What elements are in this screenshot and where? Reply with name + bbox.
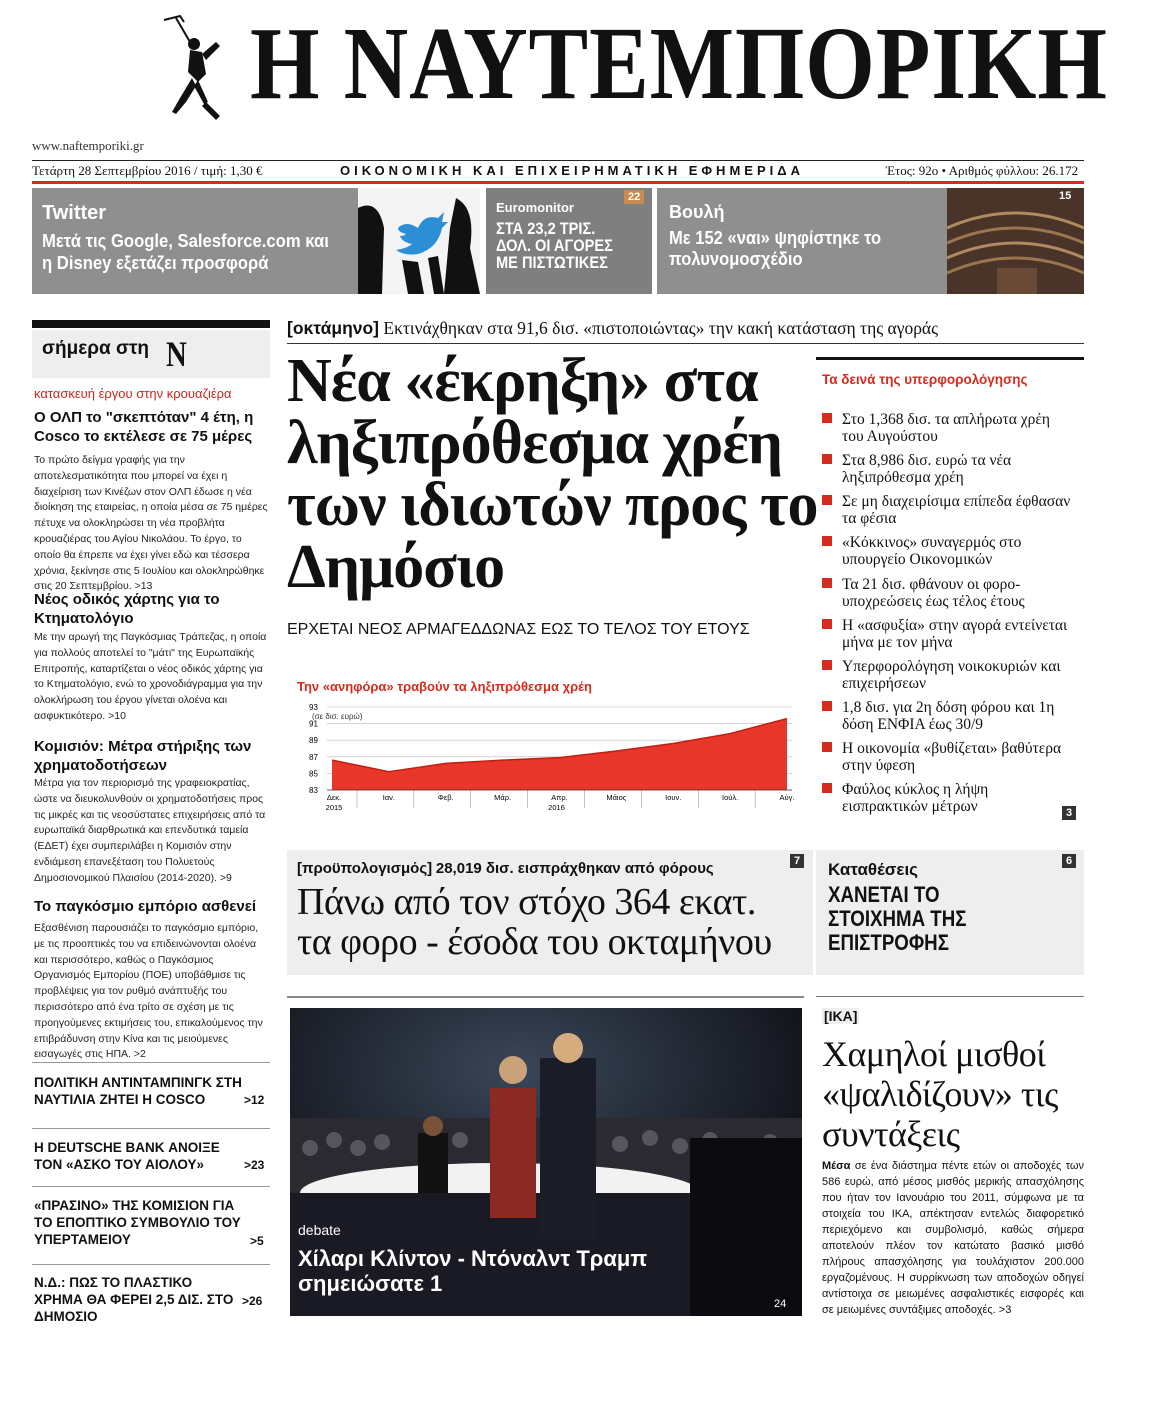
issue-number: Έτος: 92ο • Αριθμός φύλλου: 26.172 <box>886 163 1079 178</box>
left-story-headline[interactable]: Κομισιόν: Μέτρα στήριξης των χρηματοδοτήσεων <box>34 738 252 774</box>
deposits-headline[interactable]: ΧΑΝΕΤΑΙ ΤΟ ΣΤΟΙΧΗΜΑ ΤΗΣ ΕΠΙΣΤΡΟΦΗΣ <box>828 882 967 955</box>
chart-ytick-label: 87 <box>309 752 318 762</box>
budget-kicker <box>297 860 714 878</box>
parliament-photo <box>947 188 1084 294</box>
right-list-item[interactable]: Στα 8,986 δισ. ευρώ τα νέα ληξιπρόθεσμα χρέη <box>822 452 1082 486</box>
newspaper-logo[interactable]: Η ΝΑΥΤΕΜΠΟΡΙΚΗ <box>250 6 1108 121</box>
chart-title: Την «ανηφόρα» τραβούν τα ληξιπρόθεσμα χρέη <box>297 679 592 694</box>
budget-kicker-text: 28,019 δισ. εισπράχθηκαν από φόρους <box>435 860 714 877</box>
chart-year-label: 2016 <box>548 803 565 812</box>
red-bullet-icon <box>822 578 832 588</box>
left-story-body: Μέτρα για τον περιορισμό της γραφειοκρατίας, ώστε να διευκολυνθούν οι χρηματοδοτήσεις προς τις μικρές και τις νεοσύστατες επιχειρήσεις από τα ευρωπαϊκά διαρθρωτικά και επενδυτικά ταμεία (ΕΔΕΤ) έχει συμπεριλάβει η Κομισιόν στην ενδιάμεση επανεξέταση του Πολυετούς Δημοσιονομικού Πλαισίου (2014-2020). >9 <box>34 777 266 884</box>
today-label: σήμερα στη <box>42 338 150 359</box>
brief-item[interactable]: «ΠΡΑΣΙΝΟ» ΤΗΣ ΚΟΜΙΣΙΟΝ ΓΙΑ ΤΟ ΕΠΟΠΤΙΚΟ ΣΥΜΒΟΥΛΙΟ ΤΟΥ ΥΠΕΡΤΑΜΕΙΟΥ <box>34 1198 241 1247</box>
today-n-logo: Ν <box>166 334 187 374</box>
lead-kicker-text: Εκτινάχθηκαν στα 91,6 δισ. «πιστοποιώντας» την κακή κατάσταση της αγοράς <box>383 318 939 338</box>
chart-xtick-label: Ιούλ. <box>722 793 739 802</box>
chart-ytick-label: 85 <box>309 769 318 779</box>
hermes-logo-figure <box>150 12 230 130</box>
promo-title: Euromonitor <box>496 200 574 215</box>
brief-divider <box>32 1062 270 1063</box>
chart-area-series <box>332 719 787 790</box>
page-ref-badge: 6 <box>1062 854 1076 868</box>
lead-tag: [οκτάμηνο] <box>287 318 380 338</box>
brief-divider <box>32 1186 270 1187</box>
brief-page-ref: >5 <box>250 1234 264 1248</box>
chart-xtick-label: Μάρ. <box>494 793 512 802</box>
left-story-headline[interactable]: Το παγκόσμιο εμπόριο ασθενεί <box>34 898 257 915</box>
chart-xtick-label: Ιουν. <box>665 793 682 802</box>
red-bullet-icon <box>822 701 832 711</box>
ika-tag: [ΙΚΑ] <box>824 1008 858 1024</box>
left-column-topbar <box>32 320 270 328</box>
right-list-item[interactable]: Υπερφορολόγηση νοικοκυριών και επιχειρήσεων <box>822 658 1082 692</box>
right-list-title: Τα δεινά της υπερφορολόγησης <box>822 372 1028 387</box>
chart-xtick-label: Ιαν. <box>382 793 396 802</box>
right-list-item[interactable]: Η οικονομία «βυθίζεται» βαθύτερα στην ύφεση <box>822 740 1082 774</box>
right-list-item[interactable]: Τα 21 δισ. φθάνουν οι φορο-υποχρεώσεις έως τέλος έτους <box>822 576 1082 610</box>
ika-rule <box>816 996 1084 997</box>
lead-headline[interactable]: Νέα «έκρηξη» στα ληξιπρόθεσμα χρέη των ιδιωτών προς το Δημόσιο <box>287 347 818 601</box>
red-bullet-icon <box>822 619 832 629</box>
lead-rule <box>287 343 1084 344</box>
right-list-bar <box>816 357 1084 360</box>
left-kicker: κατασκευή έργου στην κρουαζιέρα <box>34 386 232 401</box>
chart-xtick-label: Απρ. <box>551 793 568 802</box>
page-ref-badge: 7 <box>790 854 804 868</box>
chart-xtick-label: Φεβ. <box>437 793 454 802</box>
promo-twitter[interactable] <box>32 188 480 294</box>
left-story-headline[interactable]: Νέος οδικός χάρτης για το Κτηματολόγιο <box>34 591 220 627</box>
chart-ytick-label: 83 <box>309 786 318 795</box>
promo-euromonitor[interactable] <box>486 188 652 294</box>
photo-caption[interactable]: Χίλαρι Κλίντον - Ντόναλντ Τραμπ σημειώσατε 1 <box>298 1246 648 1296</box>
right-list-item[interactable]: Η «ασφυξία» στην αγορά εντείνεται μήνα με τον μήνα <box>822 617 1082 651</box>
promo-text: Με 152 «ναι» ψηφίστηκε το πολυνομοσχέδιο <box>669 228 882 269</box>
right-list-item[interactable]: Σε μη διαχειρίσιμα επίπεδα έφθασαν τα φέσια <box>822 493 1082 527</box>
left-story-body: Με την αρωγή της Παγκόσμιας Τράπεζας, η οποία για πολλούς αποτελεί το "μάτι" της Ευρωπαϊκής Επιτροπής, καταρτίζεται ο νέος οδικός χάρτης για το Κτηματολόγιο, ενώ το χρονοδιάγραμμα για την ολοκλήρωση του έργου γίνεται ολοένα και ασφυκτικότερο. >10 <box>34 631 267 722</box>
lead-subhead: ΕΡΧΕΤΑΙ ΝΕΟΣ ΑΡΜΑΓΕΔΔΩΝΑΣ ΕΩΣ ΤΟ ΤΕΛΟΣ ΤΟΥ ΕΤΟΥΣ <box>287 621 750 638</box>
ika-body <box>822 1158 1084 1318</box>
red-bullet-icon <box>822 742 832 752</box>
budget-headline[interactable]: Πάνω από τον στόχο 364 εκατ. τα φορο - έσοδα του οκταμήνου <box>297 881 772 963</box>
chart-ylabel: (σε δισ. ευρώ) <box>312 712 363 721</box>
brief-item[interactable]: Ν.Δ.: ΠΩΣ ΤΟ ΠΛΑΣΤΙΚΟ ΧΡΗΜΑ ΘΑ ΦΕΡΕΙ 2,5 ΔΙΣ. ΣΤΟ ΔΗΜΟΣΙΟ <box>34 1275 234 1324</box>
right-list-item[interactable]: Στο 1,368 δισ. τα απλήρωτα χρέη του Αυγούστου <box>822 411 1082 445</box>
promo-title: Twitter <box>42 202 107 224</box>
masthead-red-rule <box>32 181 1084 184</box>
right-list-item[interactable]: 1,8 δισ. για 2η δόση φόρου και 1η δόση ΕΝΦΙΑ έως 30/9 <box>822 699 1082 733</box>
left-story-body: Εξασθένιση παρουσιάζει το παγκόσμιο εμπόριο, με τις προοπτικές του να επιδεινώνονται ολοένα και περισσότερο, καθώς ο Παγκόσμιος Οργανισμός Εμπορίου (ΠΟΕ) υποβάθμισε τις προβλέψεις για τον ρυθμό ανάπτυξής του περισσότερο από ένα τρίτο σε σχέση με τις προηγούμενες εκτιμήσεις του, επικαλούμενος την επιβράδυνση στην Κίνα και τις μειούμενες εισαγωγές στις ΗΠΑ. >2 <box>34 922 263 1061</box>
right-list-item[interactable]: «Κόκκινος» συναγερμός στο υπουργείο Οικονομικών <box>822 534 1082 568</box>
right-list-item[interactable]: Φαύλος κύκλος η λήψη εισπρακτικών μέτρων <box>822 781 1082 815</box>
brief-item[interactable]: ΠΟΛΙΤΙΚΗ ΑΝΤΙΝΤΑΜΠΙΝΓΚ ΣΤΗ ΝΑΥΤΙΛΙΑ ΖΗΤΕΙ Η COSCO <box>34 1075 242 1107</box>
ika-headline[interactable]: Χαμηλοί μισθοί «ψαλιδίζουν» τις συντάξεις <box>822 1034 1058 1154</box>
twitter-bird-icon <box>358 188 480 294</box>
brief-page-ref: >23 <box>244 1158 265 1172</box>
red-bullet-icon <box>822 783 832 793</box>
deposits-kicker: Καταθέσεις <box>828 860 919 879</box>
budget-tag: [προϋπολογισμός] <box>297 860 433 877</box>
chart-ytick-label: 93 <box>309 703 318 712</box>
photo-rule <box>287 996 804 998</box>
ika-body-text: σε ένα διάστημα πέντε ετών οι αποδοχές των 586 ευρώ, από μέσος μισθός μερικής απασχόλησης που ήταν τον Ιανουάριο του 2011, σύμφωνα με τα στοιχεία του ΙΚΑ, απέκτησαν εντελώς διαφορετικό περιεχόμενο και συμβολισμό, καθώς σήμερα αποτελούν πλέον τον κατώτατο βασικό μισθό πλήρους απασχόλησης για τουλάχιστον 200.000 εργαζομένους. Η συρρίκνωση των αποδοχών οδηγεί αντίστοιχα σε μειωμένες ασφαλιστικές εισφορές και σε μειωμένες συντάξιμες αποδοχές. >3 <box>822 1160 1084 1316</box>
arrears-chart <box>287 695 807 825</box>
brief-page-ref: >26 <box>242 1294 263 1308</box>
date-price: Τετάρτη 28 Σεπτεμβρίου 2016 / τιμή: 1,30 € <box>32 163 263 178</box>
chart-ytick-label: 91 <box>309 719 318 729</box>
promo-text: Μετά τις Google, Salesforce.com και η Disney εξετάζει προσφορά <box>42 230 329 273</box>
photo-page-ref: 24 <box>774 1298 787 1310</box>
twitter-photo <box>358 188 480 294</box>
lead-kicker <box>287 318 938 339</box>
page-ref-badge: 3 <box>1062 806 1076 820</box>
left-story-body: Το πρώτο δείγμα γραφής για την αποτελεσματικότητα που μπορεί να έχει η διαχείριση των Κινέζων στον ΟΛΠ έδωσε η νέα διοίκηση της εταιρείας, η οποία μέσα σε 75 ημέρες πέτυχε να ολοκληρώσει τη νέα προβλήτα κρουαζιέρας του Αγίου Νικολάου. Το έργο, το οποίο θα έπρεπε να έχει γίνει εδώ και τέσσερα χρόνια, ξεκίνησε στις 5 Ιουλίου και ολοκληρώθηκε στις 20 Σεπτεμβρίου. >13 <box>34 454 268 593</box>
promo-text: ΣΤΑ 23,2 ΤΡΙΣ. ΔΟΛ. ΟΙ ΑΓΟΡΕΣ ΜΕ ΠΙΣΤΩΤΙΚΕΣ <box>496 219 613 272</box>
promo-title: Βουλή <box>669 202 725 222</box>
red-bullet-icon <box>822 660 832 670</box>
photo-label: debate <box>298 1222 341 1238</box>
promo-page-ref: 22 <box>624 190 644 204</box>
chart-xtick-label: Αύγ. <box>779 793 795 802</box>
red-bullet-icon <box>822 413 832 423</box>
brief-item[interactable]: Η DEUTSCHE BANK ΑΝΟΙΞΕ ΤΟΝ «ΑΣΚΟ ΤΟΥ ΑΙΟΛΟΥ» <box>34 1140 220 1172</box>
ika-lead-word: Μέσα <box>822 1160 851 1172</box>
brief-page-ref: >12 <box>244 1093 265 1107</box>
red-bullet-icon <box>822 454 832 464</box>
slogan: ΟΙΚΟΝΟΜΙΚΗ ΚΑΙ ΕΠΙΧΕΙΡΗΜΑΤΙΚΗ ΕΦΗΜΕΡΙΔΑ <box>340 163 804 178</box>
chart-ytick-label: 89 <box>309 736 318 746</box>
promo-page-ref: 15 <box>1059 190 1072 202</box>
promo-vouli[interactable] <box>657 188 1084 294</box>
red-bullet-icon <box>822 495 832 505</box>
brief-divider <box>32 1128 270 1129</box>
chart-xtick-label: Δεκ. <box>326 793 342 802</box>
website-url[interactable]: www.naftemporiki.gr <box>32 138 144 153</box>
chart-year-label: 2015 <box>325 803 343 812</box>
chart-xtick-label: Μάιος <box>606 793 627 802</box>
red-bullet-icon <box>822 536 832 546</box>
brief-divider <box>32 1264 270 1265</box>
masthead-divider <box>32 160 1084 161</box>
left-story-headline[interactable]: Ο ΟΛΠ το "σκεπτόταν" 4 έτη, η Cosco το εκτέλεσε σε 75 μέρες <box>34 409 254 445</box>
